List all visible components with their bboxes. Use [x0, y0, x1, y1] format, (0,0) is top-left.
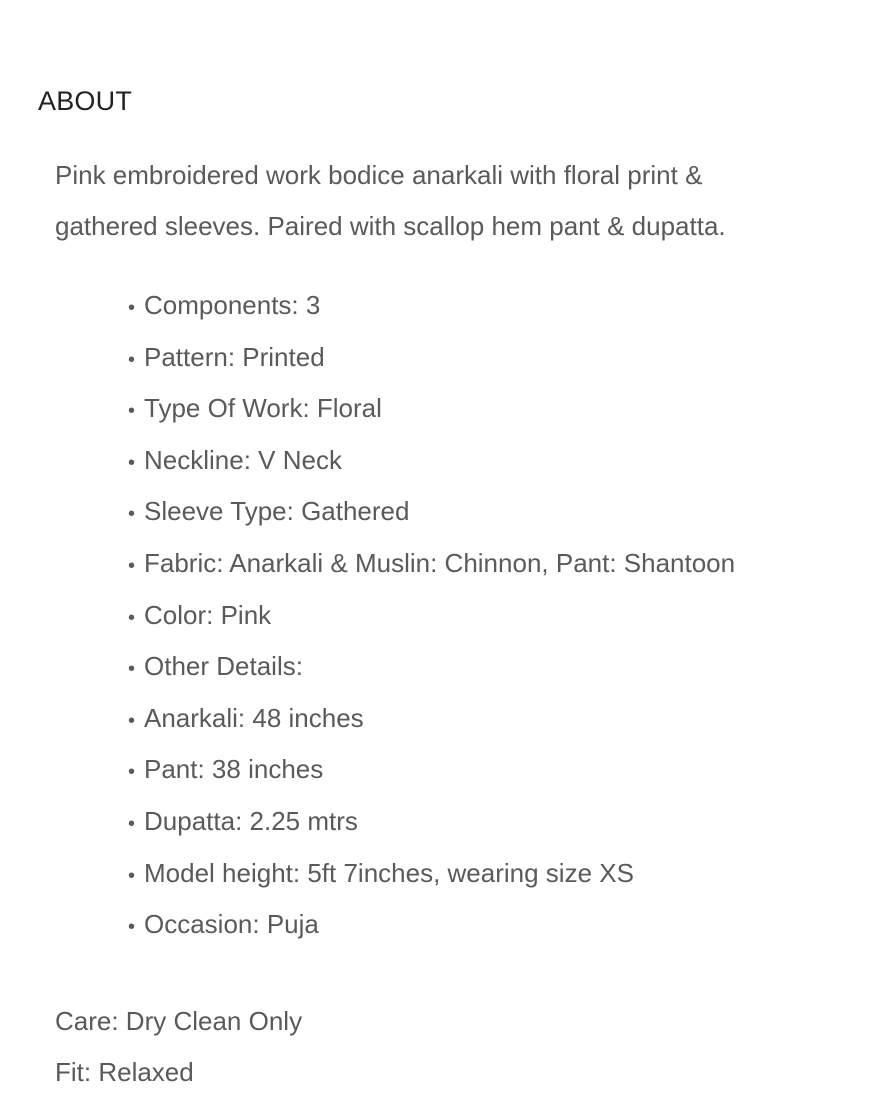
- detail-text: Fabric: Anarkali & Muslin: Chinnon, Pant: Shantoon: [144, 547, 736, 578]
- detail-text: Pant: 38 inches: [144, 754, 324, 785]
- fit-info: Fit: Relaxed: [55, 1057, 194, 1087]
- detail-item-occasion: [128, 899, 735, 951]
- bullet-icon: •: [128, 400, 136, 423]
- detail-item-other-details: [128, 641, 735, 693]
- detail-text: Occasion: Puja: [144, 909, 319, 940]
- description-line-1: Pink embroidered work bodice anarkali with floral print &: [55, 160, 703, 190]
- bullet-icon: •: [128, 451, 136, 474]
- detail-item-sleeve-type: [128, 486, 735, 538]
- detail-item-model-height: [128, 848, 735, 900]
- detail-text: Anarkali: 48 inches: [144, 702, 364, 733]
- detail-item-anarkali-length: [128, 693, 735, 745]
- detail-item-fabric: [128, 538, 735, 590]
- detail-text: Components: 3: [144, 290, 321, 320]
- bullet-icon: •: [128, 916, 136, 939]
- detail-text: Type Of Work: Floral: [144, 393, 382, 424]
- bullet-icon: •: [128, 864, 136, 887]
- detail-item-components: [128, 280, 735, 332]
- detail-item-type-of-work: [128, 383, 735, 435]
- detail-item-pattern: [128, 332, 735, 384]
- detail-item-neckline: [128, 435, 735, 487]
- about-heading: ABOUT: [38, 86, 133, 116]
- product-description: [55, 150, 855, 252]
- care-fit-info: [55, 996, 302, 1098]
- detail-item-dupatta-length: [128, 796, 735, 848]
- detail-text: Dupatta: 2.25 mtrs: [144, 805, 358, 836]
- care-instructions: Care: Dry Clean Only: [55, 1006, 303, 1036]
- bullet-icon: •: [128, 812, 136, 835]
- detail-text: Other Details:: [144, 651, 303, 682]
- detail-text: Color: Pink: [144, 599, 272, 630]
- detail-item-color: [128, 590, 735, 642]
- bullet-icon: •: [128, 658, 136, 681]
- description-line-2: gathered sleeves. Paired with scallop hem pant & dupatta.: [55, 211, 726, 241]
- detail-text: Pattern: Printed: [144, 341, 325, 372]
- detail-text: Sleeve Type: Gathered: [144, 496, 410, 527]
- bullet-icon: •: [128, 606, 136, 629]
- bullet-icon: •: [128, 761, 136, 784]
- bullet-icon: •: [128, 297, 136, 319]
- bullet-icon: •: [128, 554, 136, 577]
- product-details-list: [128, 280, 735, 951]
- detail-text: Neckline: V Neck: [144, 444, 342, 475]
- bullet-icon: •: [128, 709, 136, 732]
- detail-text: Model height: 5ft 7inches, wearing size XS: [144, 857, 634, 888]
- bullet-icon: •: [128, 348, 136, 371]
- detail-item-pant-length: [128, 744, 735, 796]
- bullet-icon: •: [128, 503, 136, 526]
